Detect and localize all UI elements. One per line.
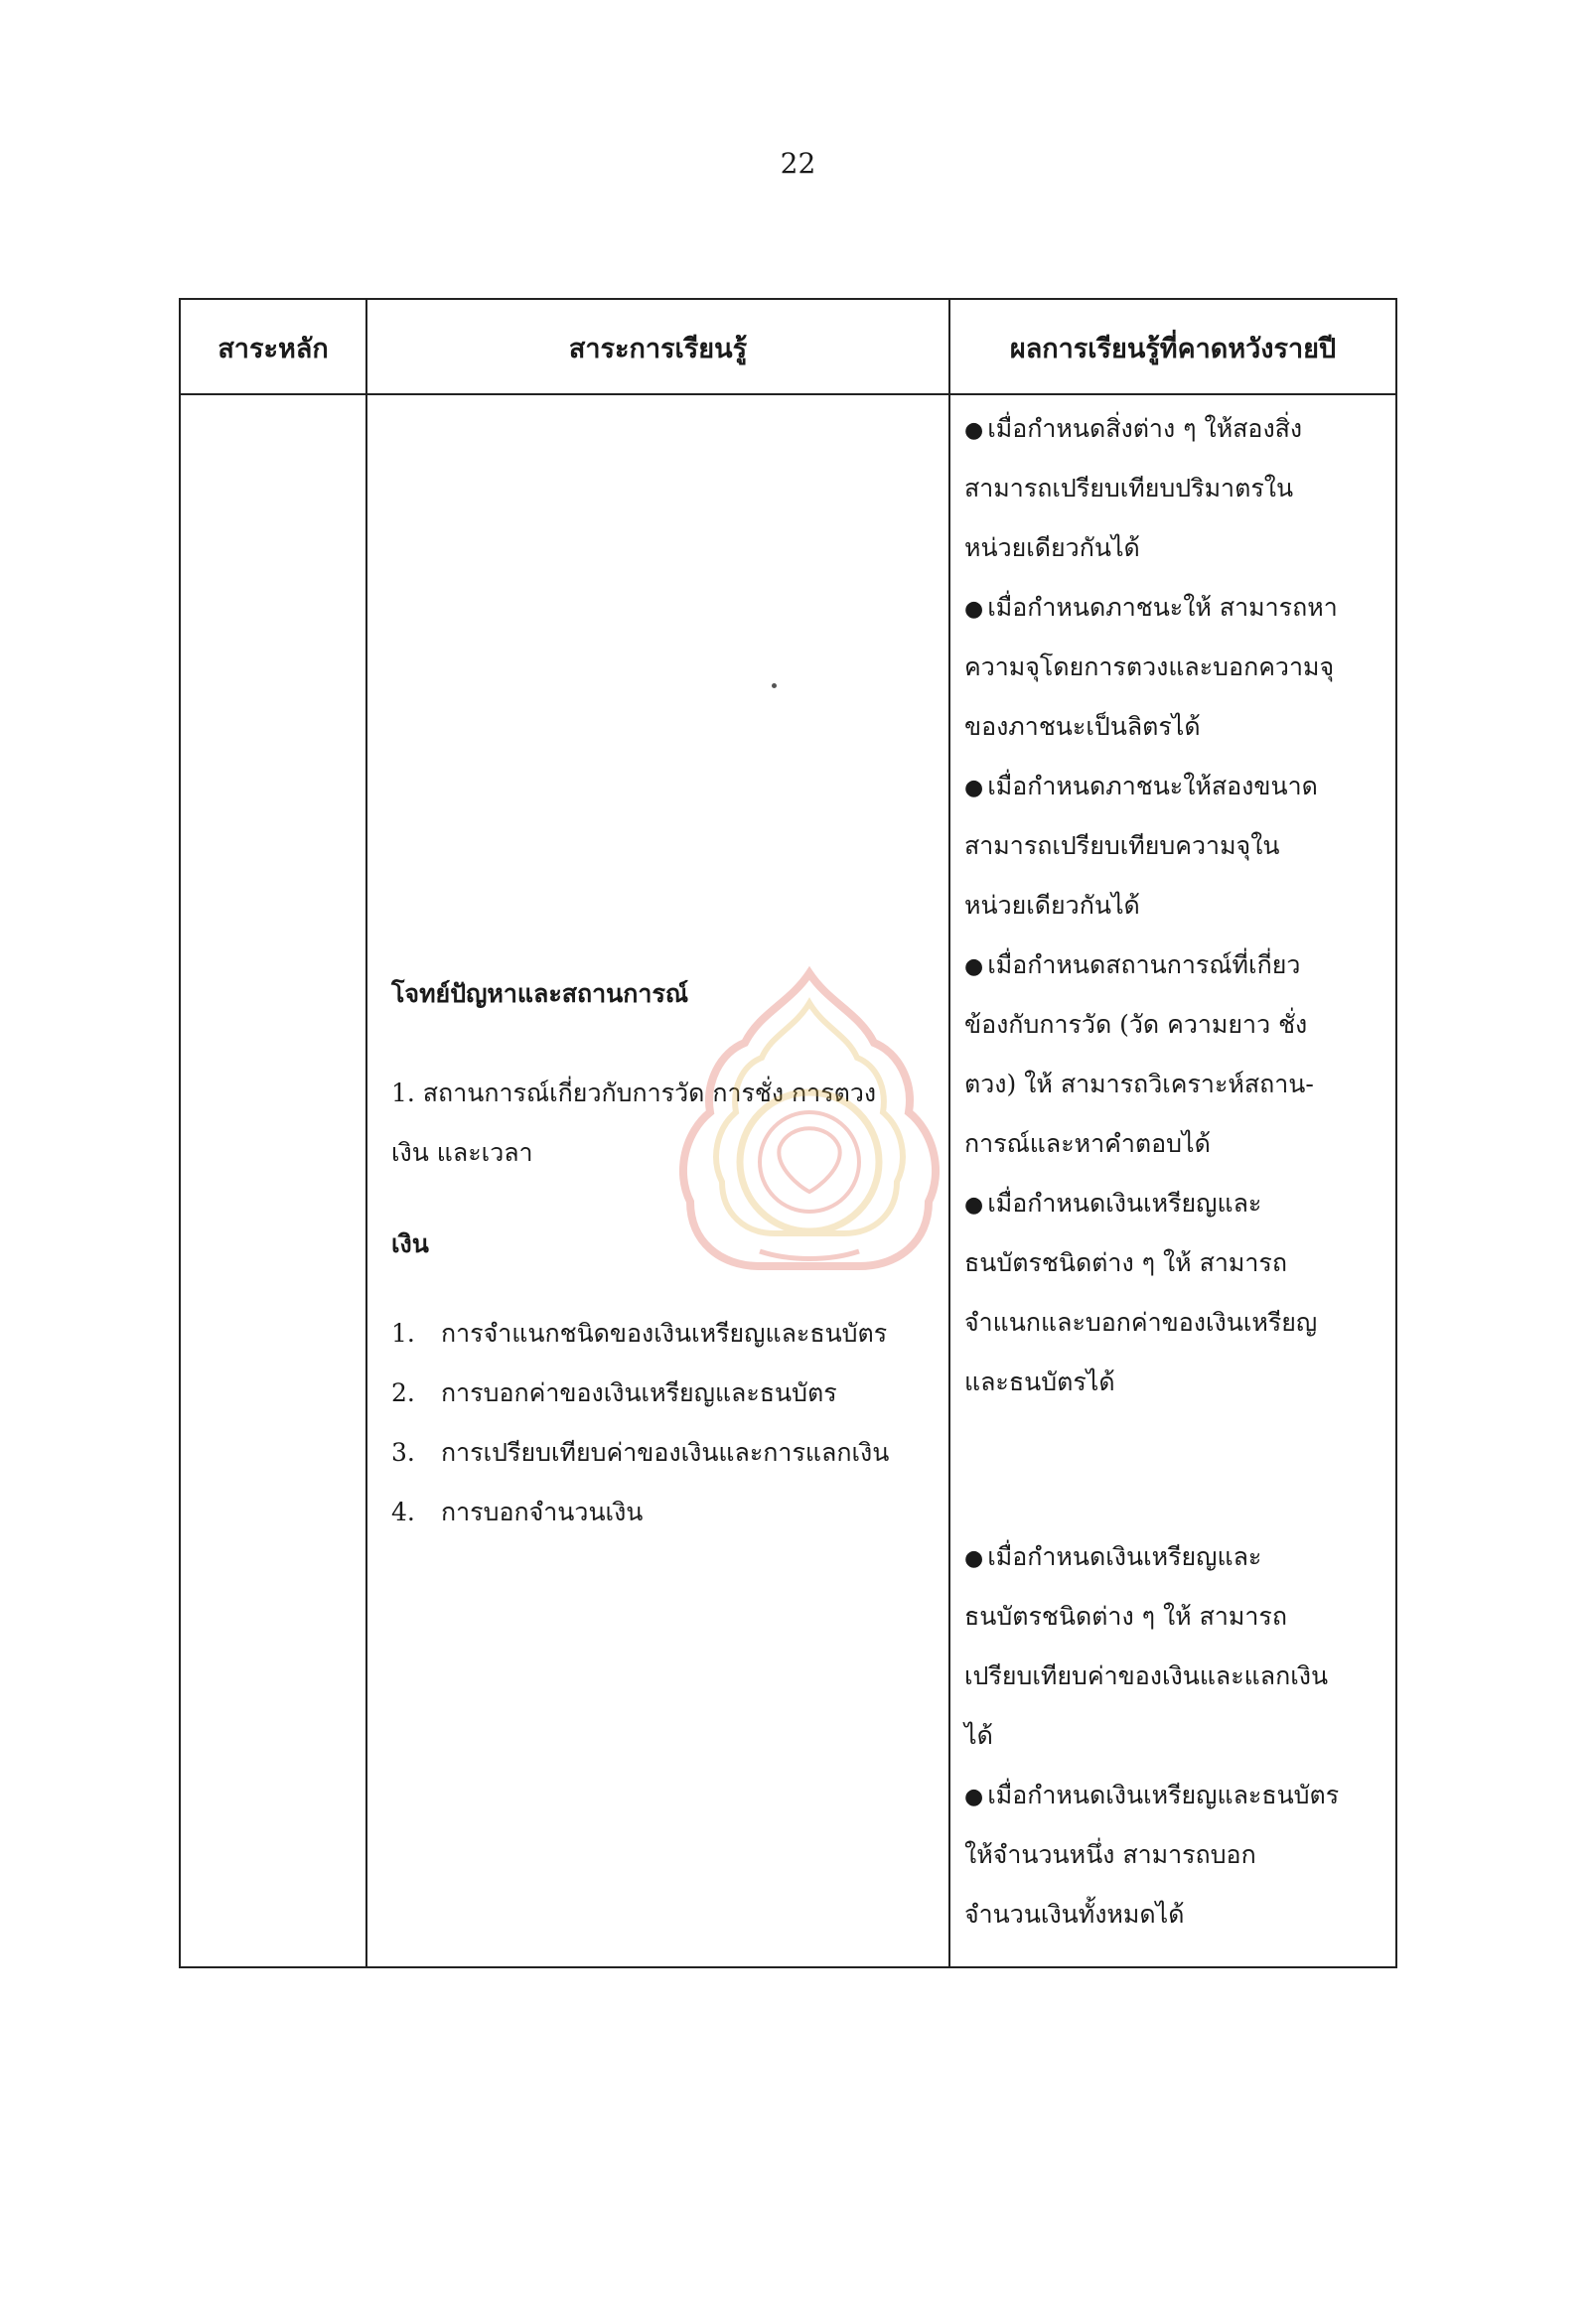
outcome-text: เมื่อกำหนดภาชนะให้ สามารถหา [987,593,1338,622]
outcome-line [964,1706,1381,1766]
money-item-text: การบอกค่าของเงินเหรียญและธนบัตร [441,1378,837,1407]
outcome-text: และธนบัตรได้ [964,1367,1115,1396]
header-learning-content: สาระการเรียนรู้ [568,333,748,364]
outcome-text: ความจุโดยการตวงและบอกความจุ [964,652,1335,681]
outcome-text: เมื่อกำหนดสิ่งต่าง ๆ ให้สองสิ่ง [987,414,1303,443]
outcome-line [964,1885,1381,1944]
outcome-line [964,816,1381,876]
outcome-text: เมื่อกำหนดสถานการณ์ที่เกี่ยว [987,950,1301,979]
outcome-line [964,459,1381,518]
outcome-item [964,578,1381,757]
outcome-text: เปรียบเทียบค่าของเงินและแลกเงิน [964,1661,1329,1690]
outcome-item [964,1766,1381,1944]
page-number: 22 [780,147,816,180]
outcome-text: เมื่อกำหนดเงินเหรียญและ [987,1189,1262,1218]
outcome-text: เมื่อกำหนดเงินเหรียญและธนบัตร [987,1781,1340,1809]
outcome-item [964,757,1381,936]
outcome-line [964,578,1381,638]
bullet-icon: ● [964,1193,984,1218]
header-expected-outcomes: ผลการเรียนรู้ที่คาดหวังรายปี [1009,333,1337,364]
outcome-line [964,638,1381,697]
outcome-item [964,1527,1381,1766]
bullet-icon: ● [964,1785,984,1809]
outcome-text: หน่วยเดียวกันได้ [964,533,1140,562]
outcome-line [964,1055,1381,1114]
money-item-text: การจำแนกชนิดของเงินเหรียญและธนบัตร [441,1319,888,1348]
curriculum-table [179,298,1397,1968]
outcome-item [964,1174,1381,1412]
outcome-text: ของภาชนะเป็นลิตรได้ [964,712,1201,741]
outcome-line [964,995,1381,1055]
bullet-icon: ● [964,954,984,979]
outcome-text: ตวง) ให้ สามารถวิเคราะห์สถาน- [964,1070,1314,1098]
learning-content-cell [377,395,948,1966]
outcome-text: เมื่อกำหนดภาชนะให้สองขนาด [987,772,1318,800]
bullet-icon: ● [964,1546,984,1571]
outcome-item [964,936,1381,1174]
outcome-text: การณ์และหาคำตอบได้ [964,1129,1211,1158]
outcome-text: ธนบัตรชนิดต่าง ๆ ให้ สามารถ [964,1248,1287,1277]
outcome-line [964,399,1381,459]
money-item-number: 3. [391,1438,415,1467]
outcome-line [964,876,1381,936]
section-title-word-problems: โจทย์ปัญหาและสถานการณ์ [391,979,689,1008]
money-item-text: การบอกจำนวนเงิน [441,1498,644,1526]
outcome-line [964,697,1381,757]
outcome-group-1 [964,399,1381,1412]
outcome-line [964,1114,1381,1174]
word-problem-item-line1: 1. สถานการณ์เกี่ยวกับการวัด การชั่ง การตวง [391,1079,877,1107]
outcome-text: หน่วยเดียวกันได้ [964,891,1140,920]
column-divider-1 [365,300,367,1966]
outcome-line [964,1293,1381,1353]
expected-outcomes-cell [950,395,1395,1966]
outcome-text: จำนวนเงินทั้งหมดได้ [964,1900,1185,1929]
outcome-line [964,1647,1381,1706]
outcome-text: สามารถเปรียบเทียบปริมาตรใน [964,474,1294,503]
bullet-icon: ● [964,597,984,622]
section-title-money: เงิน [391,1229,429,1258]
outcome-text: ธนบัตรชนิดต่าง ๆ ให้ สามารถ [964,1602,1287,1631]
money-item-text: การเปรียบเทียบค่าของเงินและการแลกเงิน [441,1438,890,1467]
outcome-text: จำแนกและบอกค่าของเงินเหรียญ [964,1308,1318,1337]
outcome-line [964,757,1381,816]
scan-speck [772,683,777,688]
word-problem-item-line2: เงิน และเวลา [391,1138,533,1167]
outcome-group-2 [964,1527,1381,1944]
outcome-text: ข้องกับการวัด (วัด ความยาว ชั่ง [964,1010,1308,1039]
money-item-number: 1. [391,1319,415,1348]
outcome-line [964,1825,1381,1885]
outcome-line [964,1174,1381,1233]
outcome-line [964,1353,1381,1412]
outcome-text: สามารถเปรียบเทียบความจุใน [964,831,1280,860]
outcome-item [964,399,1381,578]
money-item-number: 4. [391,1498,415,1526]
bullet-icon: ● [964,776,984,800]
outcome-text: ให้จำนวนหนึ่ง สามารถบอก [964,1840,1256,1869]
outcome-text: ได้ [964,1721,993,1750]
outcome-line [964,1527,1381,1587]
header-core-content: สาระหลัก [218,333,329,364]
outcome-line [964,518,1381,578]
money-item-number: 2. [391,1378,415,1407]
outcome-line [964,1587,1381,1647]
bullet-icon: ● [964,418,984,443]
outcome-text: เมื่อกำหนดเงินเหรียญและ [987,1542,1262,1571]
outcome-line [964,1233,1381,1293]
outcome-line [964,1766,1381,1825]
outcome-line [964,936,1381,995]
